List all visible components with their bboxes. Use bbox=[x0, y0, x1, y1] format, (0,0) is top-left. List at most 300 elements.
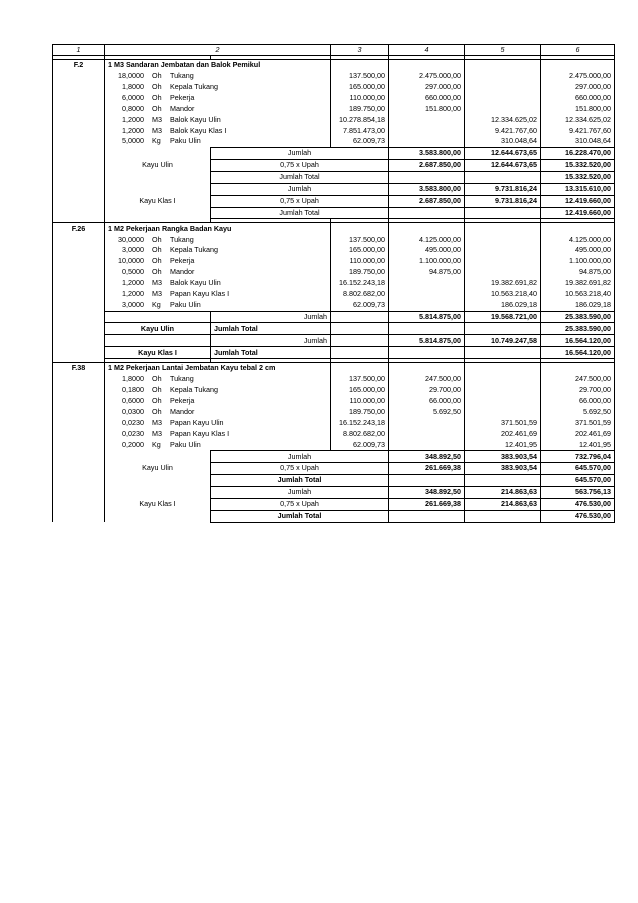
item-description bbox=[105, 429, 331, 440]
material-cost bbox=[465, 93, 541, 104]
item-unit: M3 bbox=[152, 278, 162, 288]
empty-cell bbox=[331, 223, 389, 234]
item-row bbox=[53, 278, 615, 289]
unit-price: 189.750,00 bbox=[331, 104, 389, 115]
summary-label: 0,75 x Upah bbox=[211, 160, 389, 172]
summary-row bbox=[53, 311, 615, 323]
material-cost bbox=[465, 104, 541, 115]
summary-total: 476.530,00 bbox=[541, 510, 615, 522]
labor-cost bbox=[389, 125, 465, 136]
labor-cost: 1.100.000,00 bbox=[389, 256, 465, 267]
item-description bbox=[105, 71, 331, 82]
summary-label: Jumlah Total bbox=[211, 323, 331, 335]
item-unit: Oh bbox=[152, 103, 162, 113]
summary-material: 12.644.673,65 bbox=[465, 160, 541, 172]
empty-cell bbox=[53, 374, 105, 385]
unit-price: 165.000,00 bbox=[331, 245, 389, 256]
labor-cost: 297.000,00 bbox=[389, 82, 465, 93]
labor-cost: 66.000,00 bbox=[389, 396, 465, 407]
item-coefficient: 0,6000 bbox=[122, 396, 144, 406]
item-unit: Kg bbox=[152, 439, 161, 449]
empty-cell bbox=[389, 223, 465, 234]
empty-cell bbox=[53, 256, 105, 267]
item-name: Balok Kayu Ulin bbox=[170, 278, 221, 288]
item-description bbox=[105, 407, 331, 418]
empty-cell bbox=[53, 429, 105, 440]
total-cost: 202.461,69 bbox=[541, 429, 615, 440]
empty-cell bbox=[541, 60, 615, 71]
wood-class-label: Kayu Klas I bbox=[105, 486, 211, 522]
item-coefficient: 0,0230 bbox=[122, 417, 144, 427]
item-name: Paku Ulin bbox=[170, 136, 201, 146]
total-cost: 371.501,59 bbox=[541, 418, 615, 429]
item-unit: Oh bbox=[152, 256, 162, 266]
item-unit: Oh bbox=[152, 385, 162, 395]
summary-labor bbox=[389, 323, 465, 335]
item-description bbox=[105, 374, 331, 385]
labor-cost: 29.700,00 bbox=[389, 385, 465, 396]
summary-labor: 348.892,50 bbox=[389, 486, 465, 498]
item-row bbox=[53, 234, 615, 245]
summary-labor: 3.583.800,00 bbox=[389, 183, 465, 195]
price-analysis-table bbox=[52, 44, 615, 523]
item-description-wrap bbox=[108, 418, 327, 428]
column-header-5: 5 bbox=[465, 45, 541, 56]
summary-label: Jumlah bbox=[211, 148, 389, 160]
labor-cost: 660.000,00 bbox=[389, 93, 465, 104]
item-unit: Oh bbox=[152, 234, 162, 244]
item-coefficient: 1,2000 bbox=[122, 289, 144, 299]
total-cost: 297.000,00 bbox=[541, 82, 615, 93]
item-coefficient: 1,8000 bbox=[122, 374, 144, 384]
summary-label: Jumlah Total bbox=[211, 171, 389, 183]
material-cost bbox=[465, 385, 541, 396]
wood-class-label: Kayu Ulin bbox=[105, 451, 211, 487]
unit-price: 137.500,00 bbox=[331, 374, 389, 385]
unit-price: 8.802.682,00 bbox=[331, 429, 389, 440]
labor-cost: 151.800,00 bbox=[389, 104, 465, 115]
material-cost: 9.421.767,60 bbox=[465, 125, 541, 136]
item-coefficient: 0,5000 bbox=[122, 267, 144, 277]
item-name: Balok Kayu Ulin bbox=[170, 114, 221, 124]
material-cost bbox=[465, 374, 541, 385]
item-row bbox=[53, 300, 615, 311]
item-row bbox=[53, 104, 615, 115]
header-row bbox=[53, 45, 615, 56]
item-description-wrap bbox=[108, 289, 327, 299]
item-description-wrap bbox=[108, 235, 327, 245]
item-description bbox=[105, 439, 331, 450]
summary-material: 383.903,54 bbox=[465, 451, 541, 463]
labor-cost bbox=[389, 278, 465, 289]
item-unit: Oh bbox=[152, 396, 162, 406]
summary-labor bbox=[389, 347, 465, 359]
total-cost: 29.700,00 bbox=[541, 385, 615, 396]
unit-price: 137.500,00 bbox=[331, 234, 389, 245]
item-description bbox=[105, 245, 331, 256]
material-cost: 12.334.625,02 bbox=[465, 114, 541, 125]
item-name: Pekerja bbox=[170, 396, 195, 406]
column-header-6: 6 bbox=[541, 45, 615, 56]
item-description bbox=[105, 234, 331, 245]
empty-cell bbox=[53, 439, 105, 450]
item-unit: M3 bbox=[152, 125, 162, 135]
item-coefficient: 3,0000 bbox=[122, 299, 144, 309]
item-description bbox=[105, 136, 331, 147]
summary-labor bbox=[389, 207, 465, 219]
unit-price: 8.802.682,00 bbox=[331, 289, 389, 300]
item-name: Pekerja bbox=[170, 256, 195, 266]
item-row bbox=[53, 418, 615, 429]
item-description bbox=[105, 82, 331, 93]
material-cost: 371.501,59 bbox=[465, 418, 541, 429]
item-coefficient: 1,8000 bbox=[122, 82, 144, 92]
item-name: Papan Kayu Ulin bbox=[170, 417, 224, 427]
empty-cell bbox=[53, 93, 105, 104]
empty-cell bbox=[53, 347, 105, 359]
empty-cell bbox=[53, 407, 105, 418]
summary-total: 15.332.520,00 bbox=[541, 160, 615, 172]
item-description bbox=[105, 300, 331, 311]
item-row bbox=[53, 289, 615, 300]
section-title-row bbox=[53, 60, 615, 71]
empty-cell bbox=[331, 363, 389, 374]
empty-cell bbox=[53, 125, 105, 136]
item-description bbox=[105, 104, 331, 115]
empty-cell bbox=[389, 363, 465, 374]
labor-cost: 94.875,00 bbox=[389, 267, 465, 278]
wood-class-label: Kayu Klas I bbox=[105, 347, 211, 359]
labor-cost: 495.000,00 bbox=[389, 245, 465, 256]
item-name: Mandor bbox=[170, 103, 195, 113]
summary-labor bbox=[389, 475, 465, 487]
section-title: 1 M2 Pekerjaan Lantai Jembatan Kayu tebal 2 cm bbox=[105, 363, 331, 374]
labor-cost bbox=[389, 429, 465, 440]
item-description-wrap bbox=[108, 115, 327, 125]
item-description-wrap bbox=[108, 374, 327, 384]
item-coefficient: 30,0000 bbox=[118, 234, 144, 244]
item-description bbox=[105, 289, 331, 300]
summary-total: 16.228.470,00 bbox=[541, 148, 615, 160]
labor-cost bbox=[389, 114, 465, 125]
item-row bbox=[53, 93, 615, 104]
item-name: Kepala Tukang bbox=[170, 385, 218, 395]
item-description bbox=[105, 278, 331, 289]
material-cost bbox=[465, 396, 541, 407]
item-coefficient: 10,0000 bbox=[118, 256, 144, 266]
section-title: 1 M2 Pekerjaan Rangka Badan Kayu bbox=[105, 223, 331, 234]
empty-cell bbox=[331, 60, 389, 71]
unit-price: 189.750,00 bbox=[331, 267, 389, 278]
unit-price: 16.152.243,18 bbox=[331, 278, 389, 289]
summary-material bbox=[465, 510, 541, 522]
section-code: F.26 bbox=[53, 223, 105, 234]
summary-labor: 261.669,38 bbox=[389, 498, 465, 510]
column-header-1: 1 bbox=[53, 45, 105, 56]
summary-label: Jumlah Total bbox=[211, 207, 389, 219]
material-cost bbox=[465, 256, 541, 267]
material-cost bbox=[465, 245, 541, 256]
section-code: F.2 bbox=[53, 60, 105, 71]
summary-material bbox=[465, 207, 541, 219]
unit-price: 62.009,73 bbox=[331, 136, 389, 147]
empty-cell bbox=[53, 234, 105, 245]
unit-price: 7.851.473,00 bbox=[331, 125, 389, 136]
summary-label: Jumlah Total bbox=[211, 475, 389, 487]
item-unit: M3 bbox=[152, 289, 162, 299]
unit-price: 62.009,73 bbox=[331, 439, 389, 450]
summary-labor: 2.687.850,00 bbox=[389, 195, 465, 207]
summary-total: 12.419.660,00 bbox=[541, 195, 615, 207]
material-cost: 19.382.691,82 bbox=[465, 278, 541, 289]
summary-labor: 2.687.850,00 bbox=[389, 160, 465, 172]
item-description-wrap bbox=[108, 126, 327, 136]
item-row bbox=[53, 82, 615, 93]
material-cost bbox=[465, 234, 541, 245]
empty-cell bbox=[53, 451, 105, 487]
item-description bbox=[105, 418, 331, 429]
item-coefficient: 18,0000 bbox=[118, 71, 144, 81]
total-cost: 10.563.218,40 bbox=[541, 289, 615, 300]
total-cost: 247.500,00 bbox=[541, 374, 615, 385]
total-cost: 9.421.767,60 bbox=[541, 125, 615, 136]
material-cost: 186.029,18 bbox=[465, 300, 541, 311]
item-coefficient: 1,2000 bbox=[122, 278, 144, 288]
summary-labor: 5.814.875,00 bbox=[389, 335, 465, 347]
summary-material: 383.903,54 bbox=[465, 463, 541, 475]
empty-cell bbox=[53, 418, 105, 429]
empty-cell bbox=[53, 385, 105, 396]
material-cost bbox=[465, 82, 541, 93]
summary-row bbox=[53, 148, 615, 160]
unit-price: 16.152.243,18 bbox=[331, 418, 389, 429]
unit-price: 165.000,00 bbox=[331, 385, 389, 396]
unit-price: 110.000,00 bbox=[331, 256, 389, 267]
total-cost: 2.475.000,00 bbox=[541, 71, 615, 82]
material-cost: 12.401,95 bbox=[465, 439, 541, 450]
summary-labor: 261.669,38 bbox=[389, 463, 465, 475]
item-row bbox=[53, 114, 615, 125]
wood-class-label: Kayu Ulin bbox=[105, 148, 211, 184]
item-unit: M3 bbox=[152, 114, 162, 124]
total-cost: 94.875,00 bbox=[541, 267, 615, 278]
total-cost: 5.692,50 bbox=[541, 407, 615, 418]
item-description-wrap bbox=[108, 136, 327, 146]
total-cost: 19.382.691,82 bbox=[541, 278, 615, 289]
total-cost: 495.000,00 bbox=[541, 245, 615, 256]
summary-labor bbox=[389, 171, 465, 183]
total-cost: 4.125.000,00 bbox=[541, 234, 615, 245]
labor-cost: 247.500,00 bbox=[389, 374, 465, 385]
item-row bbox=[53, 429, 615, 440]
item-description bbox=[105, 93, 331, 104]
empty-cell bbox=[53, 311, 105, 323]
empty-cell bbox=[53, 136, 105, 147]
wood-class-label bbox=[105, 335, 211, 347]
summary-total: 12.419.660,00 bbox=[541, 207, 615, 219]
item-description-wrap bbox=[108, 267, 327, 277]
summary-material: 9.731.816,24 bbox=[465, 195, 541, 207]
item-description-wrap bbox=[108, 82, 327, 92]
empty-cell bbox=[331, 311, 389, 323]
item-row bbox=[53, 396, 615, 407]
item-coefficient: 0,1800 bbox=[122, 385, 144, 395]
section-title-row bbox=[53, 223, 615, 234]
total-cost: 310.048,64 bbox=[541, 136, 615, 147]
summary-row bbox=[53, 347, 615, 359]
empty-cell bbox=[53, 300, 105, 311]
item-description-wrap bbox=[108, 440, 327, 450]
item-description-wrap bbox=[108, 407, 327, 417]
item-row bbox=[53, 439, 615, 450]
item-coefficient: 0,0300 bbox=[122, 406, 144, 416]
labor-cost bbox=[389, 439, 465, 450]
empty-cell bbox=[53, 335, 105, 347]
empty-cell bbox=[465, 363, 541, 374]
summary-label: Jumlah bbox=[211, 486, 389, 498]
unit-price: 189.750,00 bbox=[331, 407, 389, 418]
item-name: Tukang bbox=[170, 234, 194, 244]
summary-total: 476.530,00 bbox=[541, 498, 615, 510]
material-cost: 10.563.218,40 bbox=[465, 289, 541, 300]
unit-price: 62.009,73 bbox=[331, 300, 389, 311]
labor-cost bbox=[389, 300, 465, 311]
summary-total: 16.564.120,00 bbox=[541, 347, 615, 359]
labor-cost bbox=[389, 136, 465, 147]
summary-total: 645.570,00 bbox=[541, 463, 615, 475]
item-row bbox=[53, 407, 615, 418]
item-name: Papan Kayu Klas I bbox=[170, 289, 230, 299]
empty-cell bbox=[465, 223, 541, 234]
item-coefficient: 3,0000 bbox=[122, 245, 144, 255]
wood-class-label: Kayu Klas I bbox=[105, 183, 211, 219]
summary-labor bbox=[389, 510, 465, 522]
item-coefficient: 5,0000 bbox=[122, 136, 144, 146]
item-name: Balok Kayu Klas I bbox=[170, 125, 227, 135]
empty-cell bbox=[53, 486, 105, 522]
summary-label: 0,75 x Upah bbox=[211, 498, 389, 510]
item-name: Kepala Tukang bbox=[170, 245, 218, 255]
summary-row bbox=[53, 323, 615, 335]
labor-cost bbox=[389, 289, 465, 300]
item-coefficient: 0,2000 bbox=[122, 439, 144, 449]
empty-cell bbox=[53, 104, 105, 115]
unit-price: 110.000,00 bbox=[331, 396, 389, 407]
item-name: Tukang bbox=[170, 374, 194, 384]
item-description-wrap bbox=[108, 278, 327, 288]
item-row bbox=[53, 374, 615, 385]
material-cost bbox=[465, 407, 541, 418]
item-name: Papan Kayu Klas I bbox=[170, 428, 230, 438]
item-unit: Oh bbox=[152, 406, 162, 416]
item-name: Paku Ulin bbox=[170, 439, 201, 449]
empty-cell bbox=[331, 335, 389, 347]
item-name: Paku Ulin bbox=[170, 299, 201, 309]
summary-row bbox=[53, 335, 615, 347]
item-unit: Oh bbox=[152, 92, 162, 102]
item-description-wrap bbox=[108, 385, 327, 395]
item-description-wrap bbox=[108, 396, 327, 406]
section-title-row bbox=[53, 363, 615, 374]
item-unit: Kg bbox=[152, 299, 161, 309]
item-description-wrap bbox=[108, 256, 327, 266]
item-unit: Oh bbox=[152, 245, 162, 255]
empty-cell bbox=[53, 114, 105, 125]
item-description-wrap bbox=[108, 300, 327, 310]
item-coefficient: 0,0230 bbox=[122, 428, 144, 438]
item-row bbox=[53, 136, 615, 147]
section-title: 1 M3 Sandaran Jembatan dan Balok Pemikul bbox=[105, 60, 331, 71]
total-cost: 151.800,00 bbox=[541, 104, 615, 115]
item-name: Pekerja bbox=[170, 92, 195, 102]
item-row bbox=[53, 267, 615, 278]
summary-row bbox=[53, 486, 615, 498]
labor-cost: 5.692,50 bbox=[389, 407, 465, 418]
item-unit: Oh bbox=[152, 267, 162, 277]
material-cost bbox=[465, 71, 541, 82]
summary-label: Jumlah bbox=[211, 335, 331, 347]
summary-labor: 348.892,50 bbox=[389, 451, 465, 463]
summary-material: 9.731.816,24 bbox=[465, 183, 541, 195]
summary-material bbox=[465, 347, 541, 359]
empty-cell bbox=[53, 245, 105, 256]
empty-cell bbox=[53, 323, 105, 335]
total-cost: 660.000,00 bbox=[541, 93, 615, 104]
total-cost: 66.000,00 bbox=[541, 396, 615, 407]
item-row bbox=[53, 385, 615, 396]
item-description-wrap bbox=[108, 245, 327, 255]
labor-cost bbox=[389, 418, 465, 429]
item-description bbox=[105, 267, 331, 278]
item-coefficient: 1,2000 bbox=[122, 114, 144, 124]
empty-cell bbox=[53, 82, 105, 93]
empty-cell bbox=[389, 60, 465, 71]
summary-total: 732.796,04 bbox=[541, 451, 615, 463]
analysis-sheet bbox=[52, 44, 614, 523]
empty-cell bbox=[541, 223, 615, 234]
summary-label: Jumlah Total bbox=[211, 510, 389, 522]
material-cost: 202.461,69 bbox=[465, 429, 541, 440]
summary-total: 25.383.590,00 bbox=[541, 311, 615, 323]
item-row bbox=[53, 71, 615, 82]
empty-cell bbox=[53, 396, 105, 407]
summary-material bbox=[465, 475, 541, 487]
unit-price: 137.500,00 bbox=[331, 71, 389, 82]
item-description-wrap bbox=[108, 429, 327, 439]
summary-total: 645.570,00 bbox=[541, 475, 615, 487]
summary-label: Jumlah Total bbox=[211, 347, 331, 359]
column-header-3: 3 bbox=[331, 45, 389, 56]
item-description-wrap bbox=[108, 104, 327, 114]
summary-material: 10.749.247,58 bbox=[465, 335, 541, 347]
summary-total: 25.383.590,00 bbox=[541, 323, 615, 335]
summary-row bbox=[53, 183, 615, 195]
empty-cell bbox=[465, 60, 541, 71]
unit-price: 165.000,00 bbox=[331, 82, 389, 93]
item-name: Mandor bbox=[170, 267, 195, 277]
column-header-2: 2 bbox=[105, 45, 331, 56]
total-cost: 12.334.625,02 bbox=[541, 114, 615, 125]
summary-material: 19.568.721,00 bbox=[465, 311, 541, 323]
summary-material: 214.863,63 bbox=[465, 486, 541, 498]
total-cost: 1.100.000,00 bbox=[541, 256, 615, 267]
unit-price: 10.278.854,18 bbox=[331, 114, 389, 125]
item-name: Mandor bbox=[170, 406, 195, 416]
item-unit: Oh bbox=[152, 374, 162, 384]
empty-cell bbox=[53, 148, 105, 184]
unit-price: 110.000,00 bbox=[331, 93, 389, 104]
item-coefficient: 0,8000 bbox=[122, 103, 144, 113]
